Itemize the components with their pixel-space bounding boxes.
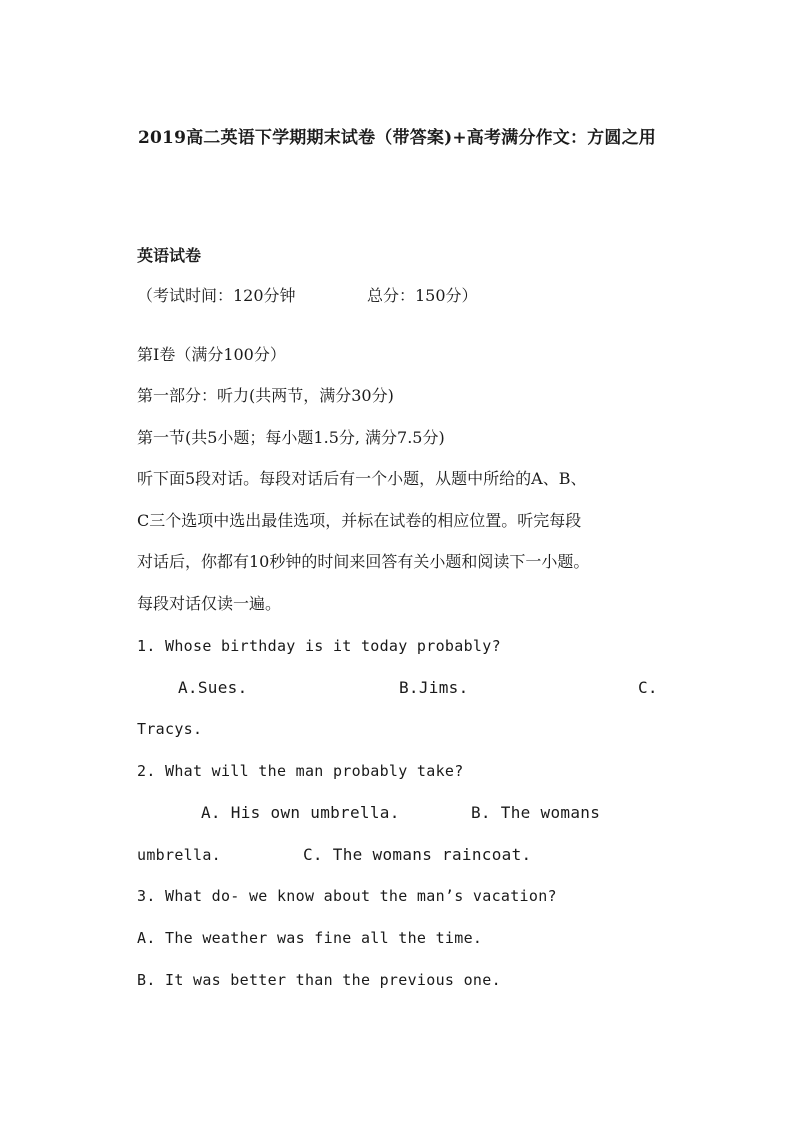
question-2-option-b-cont: umbrella. (137, 846, 221, 864)
instruction-line: 对话后，你都有10秒钟的时间来回答有关小题和阅读下一小题。 (137, 552, 590, 571)
document-title: 2019高二英语下学期期末试卷（带答案)+高考满分作文：方圆之用 (137, 128, 656, 148)
question-1-option-a: A.Sues. (178, 678, 248, 697)
part1-section: 第一部分：听力(共两节，满分30分) (137, 386, 394, 405)
exam-time: （考试时间：120分钟 (137, 286, 296, 305)
question-1-stem: 1. Whose birthday is it today probably? (137, 637, 501, 655)
instruction-line: 每段对话仅读一遍。 (137, 594, 282, 613)
question-2-option-c: C. The womans raincoat. (303, 845, 532, 864)
exam-total: 总分：150分） (367, 286, 478, 305)
part1-title: 第Ⅰ卷（满分100分） (137, 345, 286, 364)
question-1-option-b: B.Jims. (399, 678, 469, 697)
section-heading: 英语试卷 (137, 246, 202, 265)
instruction-line: C三个选项中选出最佳选项，并标在试卷的相应位置。听完每段 (137, 511, 582, 530)
instruction-line: 听下面5段对话。每段对话后有一个小题，从题中所给的A、B、 (137, 469, 587, 488)
question-3-stem: 3. What do- we know about the man’s vacation? (137, 887, 557, 905)
section1-title: 第一节(共5小题；每小题1.5分, 满分7.5分) (137, 428, 445, 447)
question-2-option-a: A. His own umbrella. (201, 803, 400, 822)
question-1-option-c-label: C. (638, 678, 658, 697)
question-1-option-c-text: Tracys. (137, 720, 203, 738)
question-3-option-a: A. The weather was fine all the time. (137, 929, 483, 947)
question-2-stem: 2. What will the man probably take? (137, 762, 464, 780)
question-3-option-b: B. It was better than the previous one. (137, 971, 501, 989)
question-2-option-b: B. The womans (471, 803, 601, 822)
